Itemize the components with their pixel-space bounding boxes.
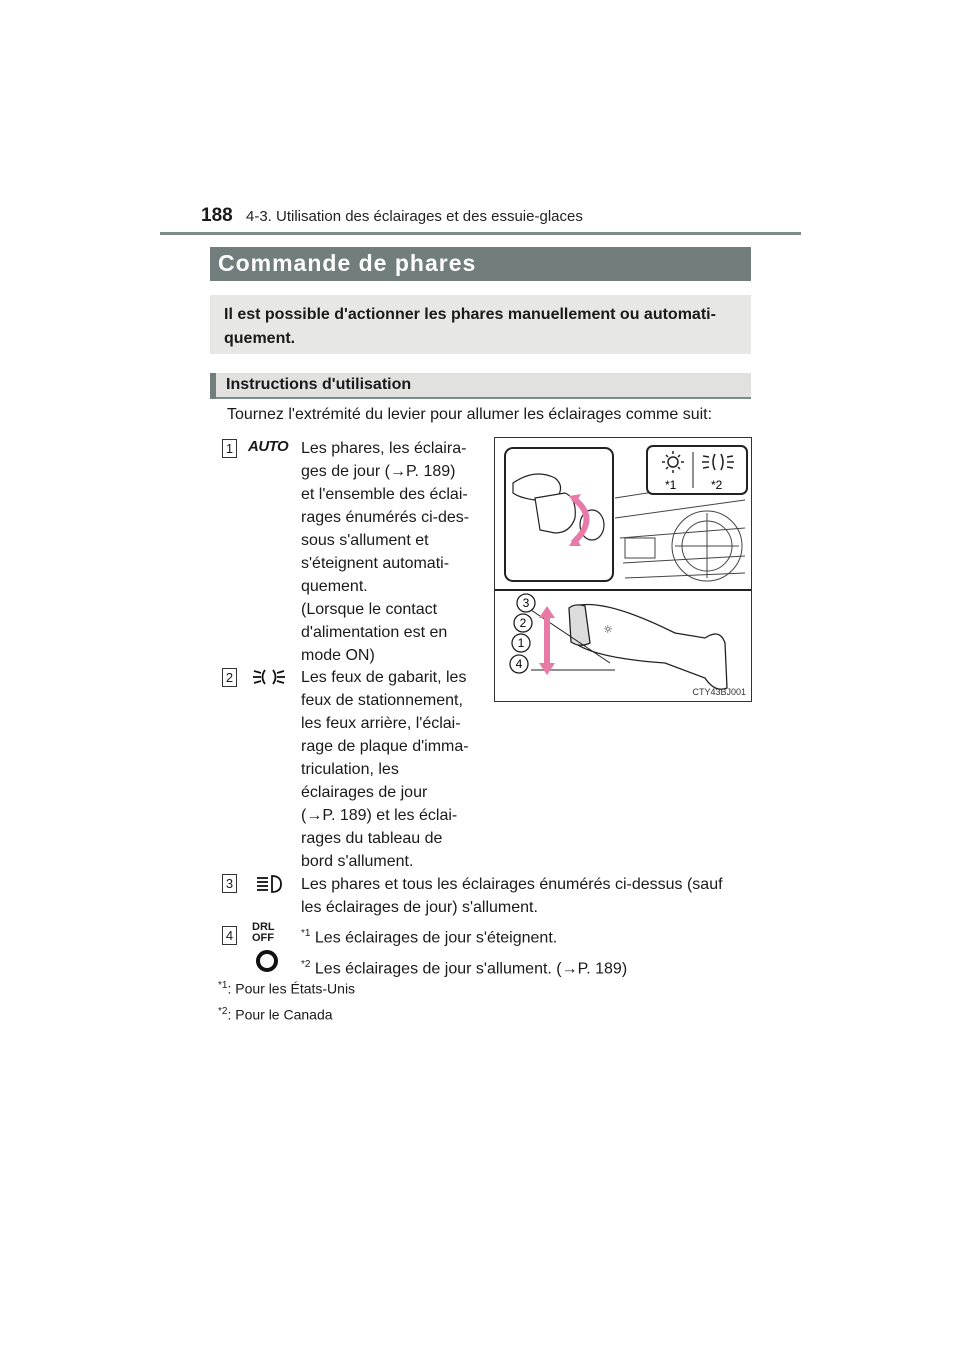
position-label: 4 — [515, 657, 523, 671]
text-line — [301, 922, 751, 949]
subheading: Instructions d'utilisation — [226, 376, 412, 393]
item-number: 2 — [222, 668, 237, 687]
auto-icon: AUTO — [248, 438, 289, 455]
footnote-mark: *1 — [301, 928, 311, 939]
item-4-text — [301, 922, 751, 981]
figure-code: CTY43BJ001 — [692, 687, 746, 697]
text-line: (Lorsque le contact — [301, 601, 438, 618]
title-bar — [210, 247, 751, 281]
page-number: 188 — [201, 205, 233, 226]
text-line: bord s'allument. — [301, 853, 414, 870]
figure-illustration — [495, 438, 751, 701]
text-line: sous s'allument et — [301, 532, 429, 549]
text-line: s'éteignent automati- — [301, 555, 450, 572]
item-3-text — [301, 873, 751, 919]
text-line: rages du tableau de — [301, 830, 443, 847]
headlight-icon — [255, 873, 283, 895]
text-line: rages énumérés ci-des- — [301, 509, 470, 526]
text-line: éclairages de jour — [301, 784, 428, 801]
position-label: 2 — [519, 616, 527, 630]
footnote — [218, 1006, 333, 1023]
text-line: ges de jour (→P. 189) — [301, 463, 456, 480]
footnote — [218, 980, 355, 997]
text-line: (→P. 189) et les éclai- — [301, 807, 458, 824]
text-line: triculation, les — [301, 761, 399, 778]
intro-text: Il est possible d'actionner les phares manuellement ou automati-quement. — [224, 306, 716, 347]
svg-text:☼: ☼ — [603, 623, 613, 636]
text-line: quement. — [301, 578, 368, 595]
text-line: feux de stationnement, — [301, 692, 463, 709]
item-number: 1 — [222, 439, 237, 458]
text-span: Les éclairages de jour s'allument. (→P. 189) — [310, 960, 628, 978]
header-rule — [160, 232, 801, 235]
text-line: Les phares et tous les éclairages énumérés ci-dessus (sauf — [301, 876, 723, 893]
drl-indicator-icon — [256, 950, 278, 972]
text-line: Les feux de gabarit, les — [301, 669, 467, 686]
subheading-bar — [210, 373, 751, 399]
position-label: 1 — [517, 636, 525, 650]
footnote-text: : Pour le Canada — [227, 1006, 333, 1023]
headlight-switch-figure — [494, 437, 752, 702]
text-line: et l'ensemble des éclai- — [301, 486, 468, 503]
text-line: les feux arrière, l'éclai- — [301, 715, 461, 732]
parking-lights-icon — [252, 666, 286, 688]
position-label: 3 — [522, 596, 530, 610]
text-line: Les phares, les éclaira- — [301, 440, 467, 457]
text-line: d'alimentation est en — [301, 624, 448, 641]
text-line: les éclairages de jour) s'allument. — [301, 899, 538, 916]
footnote-text: : Pour les États-Unis — [227, 980, 356, 997]
lead-text: Tournez l'extrémité du levier pour allumer les éclairages comme suit: — [227, 406, 713, 423]
text-span: Les éclairages de jour s'éteignent. — [310, 929, 558, 947]
text-line — [301, 953, 751, 980]
item-1-text — [301, 437, 481, 667]
item-number: 3 — [222, 874, 237, 893]
intro-box — [210, 295, 751, 354]
text-line: mode ON) — [301, 647, 375, 664]
page-title: Commande de phares — [218, 250, 477, 276]
item-2-text — [301, 666, 481, 873]
text-line: rage de plaque d'imma- — [301, 738, 469, 755]
section-header: 4-3. Utilisation des éclairages et des essuie-glaces — [246, 208, 583, 225]
drl-off-icon: DRL OFF — [252, 921, 275, 944]
callout-mark: *2 — [711, 478, 723, 492]
callout-mark: *1 — [665, 478, 677, 492]
footnote-mark: *2 — [218, 1006, 228, 1017]
footnote-mark: *2 — [301, 959, 311, 971]
item-number: 4 — [222, 926, 237, 945]
footnote-mark: *1 — [218, 980, 228, 991]
